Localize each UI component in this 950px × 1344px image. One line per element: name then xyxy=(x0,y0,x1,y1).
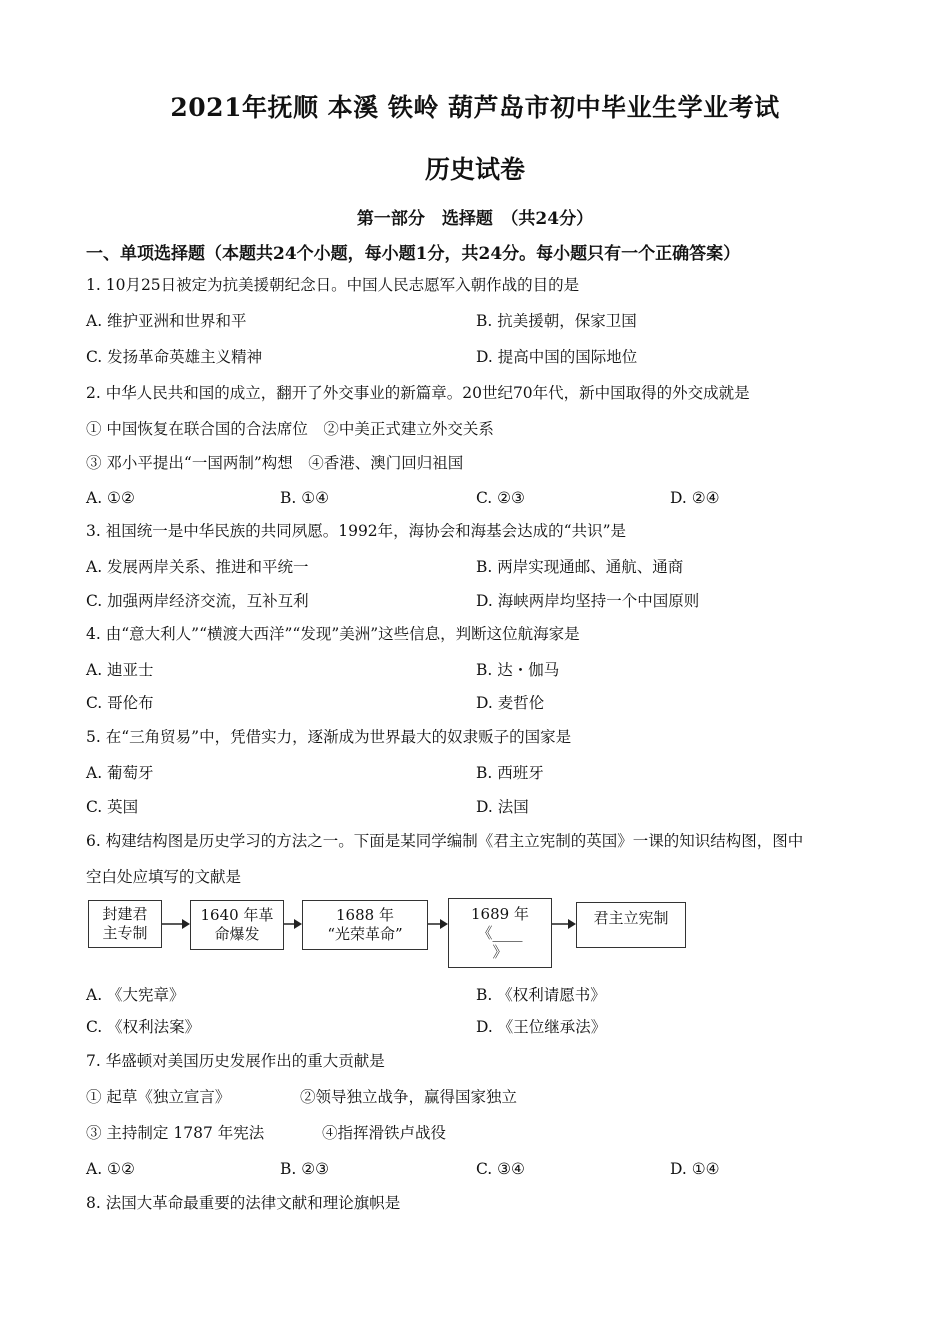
question-2-item-line: ③ 邓小平提出“一国两制”构想 ④香港、澳门回归祖国 xyxy=(86,454,464,472)
question-1-option-d: D. 提高中国的国际地位 xyxy=(476,348,638,366)
question-1-stem: 1. 10月25日被定为抗美援朝纪念日。中国人民志愿军入朝作战的目的是 xyxy=(86,276,580,294)
arrow-icon xyxy=(162,916,190,932)
question-1-option-a: A. 维护亚洲和世界和平 xyxy=(86,312,247,330)
question-7-item-3: ③ 主持制定 1787 年宪法 xyxy=(86,1124,265,1142)
diagram-text: 《____ xyxy=(477,923,523,942)
question-3-option-d: D. 海峡两岸均坚持一个中国原则 xyxy=(476,592,700,610)
question-4-option-d: D. 麦哲伦 xyxy=(476,694,545,712)
part-heading: 第一部分 选择题 （共24分） xyxy=(356,209,594,229)
question-5-option-c: C. 英国 xyxy=(86,798,139,816)
diagram-box-constitutional-monarchy xyxy=(576,902,686,948)
question-6-option-a: A. 《大宪章》 xyxy=(86,986,185,1004)
question-4-option-a: A. 迪亚士 xyxy=(86,661,154,679)
question-7-option-b: B. ②③ xyxy=(280,1160,330,1178)
question-2-option-c: C. ②③ xyxy=(476,489,525,507)
question-6-stem: 6. 构建结构图是历史学习的方法之一。下面是某同学编制《君主立宪制的英国》一课的知识结构图，图中 xyxy=(86,832,804,850)
question-2-option-a: A. ①② xyxy=(86,489,135,507)
question-1-option-c: C. 发扬革命英雄主义精神 xyxy=(86,348,263,366)
question-7-item-1: ① 起草《独立宣言》 xyxy=(86,1088,231,1106)
question-7-item-2: ②领导独立战争，赢得国家独立 xyxy=(300,1088,518,1106)
diagram-text: 1640 年革 xyxy=(200,906,274,924)
question-4-stem: 4. 由“意大利人”“横渡大西洋”“发现”美洲”这些信息，判断这位航海家是 xyxy=(86,625,580,643)
section-heading: 一、单项选择题（本题共24个小题，每小题1分，共24分。每小题只有一个正确答案） xyxy=(86,244,741,264)
diagram-text: 》 xyxy=(492,942,508,961)
question-8-stem: 8. 法国大革命最重要的法律文献和理论旗帜是 xyxy=(86,1194,401,1212)
question-7-stem: 7. 华盛顿对美国历史发展作出的重大贡献是 xyxy=(86,1052,385,1070)
question-1-option-b: B. 抗美援朝，保家卫国 xyxy=(476,312,637,330)
question-6-option-c: C. 《权利法案》 xyxy=(86,1018,201,1036)
diagram-box-1688-glorious-revolution xyxy=(302,900,428,950)
question-7-option-a: A. ①② xyxy=(86,1160,135,1178)
diagram-box-1689-blank xyxy=(448,898,552,968)
diagram-text: 君主立宪制 xyxy=(593,909,669,927)
question-2-item-line: ① 中国恢复在联合国的合法席位 ②中美正式建立外交关系 xyxy=(86,420,494,438)
question-5-option-a: A. 葡萄牙 xyxy=(86,764,154,782)
exam-title: 2021年抚顺 本溪 铁岭 葫芦岛市初中毕业生学业考试 xyxy=(170,93,780,122)
diagram-text: “光荣革命” xyxy=(327,925,403,943)
question-4-option-c: C. 哥伦布 xyxy=(86,694,154,712)
diagram-text: 1689 年 xyxy=(471,904,529,923)
question-3-option-c: C. 加强两岸经济交流，互补互利 xyxy=(86,592,309,610)
arrow-icon xyxy=(552,916,576,932)
question-6-option-d: D. 《王位继承法》 xyxy=(476,1018,607,1036)
question-3-stem: 3. 祖国统一是中华民族的共同夙愿。1992年，海协会和海基会达成的“共识”是 xyxy=(86,522,627,540)
diagram-text: 1688 年 xyxy=(336,906,394,924)
question-5-option-b: B. 西班牙 xyxy=(476,764,544,782)
diagram-box-feudal-monarchy xyxy=(88,900,162,948)
arrow-icon xyxy=(284,916,302,932)
exam-subtitle: 历史试卷 xyxy=(424,155,525,184)
arrow-icon xyxy=(428,916,448,932)
question-3-option-b: B. 两岸实现通邮、通航、通商 xyxy=(476,558,684,576)
question-6-option-b: B. 《权利请愿书》 xyxy=(476,986,606,1004)
diagram-text: 主专制 xyxy=(102,924,148,942)
diagram-text: 封建君 xyxy=(102,905,148,923)
diagram-box-1640-revolution xyxy=(190,900,284,950)
question-7-option-d: D. ①④ xyxy=(670,1160,720,1178)
question-7-option-c: C. ③④ xyxy=(476,1160,525,1178)
question-5-stem: 5. 在“三角贸易”中，凭借实力，逐渐成为世界最大的奴隶贩子的国家是 xyxy=(86,728,572,746)
question-6-stem-continued: 空白处应填写的文献是 xyxy=(86,868,242,886)
question-2-option-b: B. ①④ xyxy=(280,489,330,507)
question-5-option-d: D. 法国 xyxy=(476,798,529,816)
question-7-item-4: ④指挥滑铁卢战役 xyxy=(322,1124,447,1142)
diagram-text: 命爆发 xyxy=(214,925,260,943)
question-2-option-d: D. ②④ xyxy=(670,489,720,507)
question-4-option-b: B. 达・伽马 xyxy=(476,661,560,679)
question-2-stem: 2. 中华人民共和国的成立，翻开了外交事业的新篇章。20世纪70年代，新中国取得的外交成就是 xyxy=(86,384,750,402)
question-3-option-a: A. 发展两岸关系、推进和平统一 xyxy=(86,558,309,576)
